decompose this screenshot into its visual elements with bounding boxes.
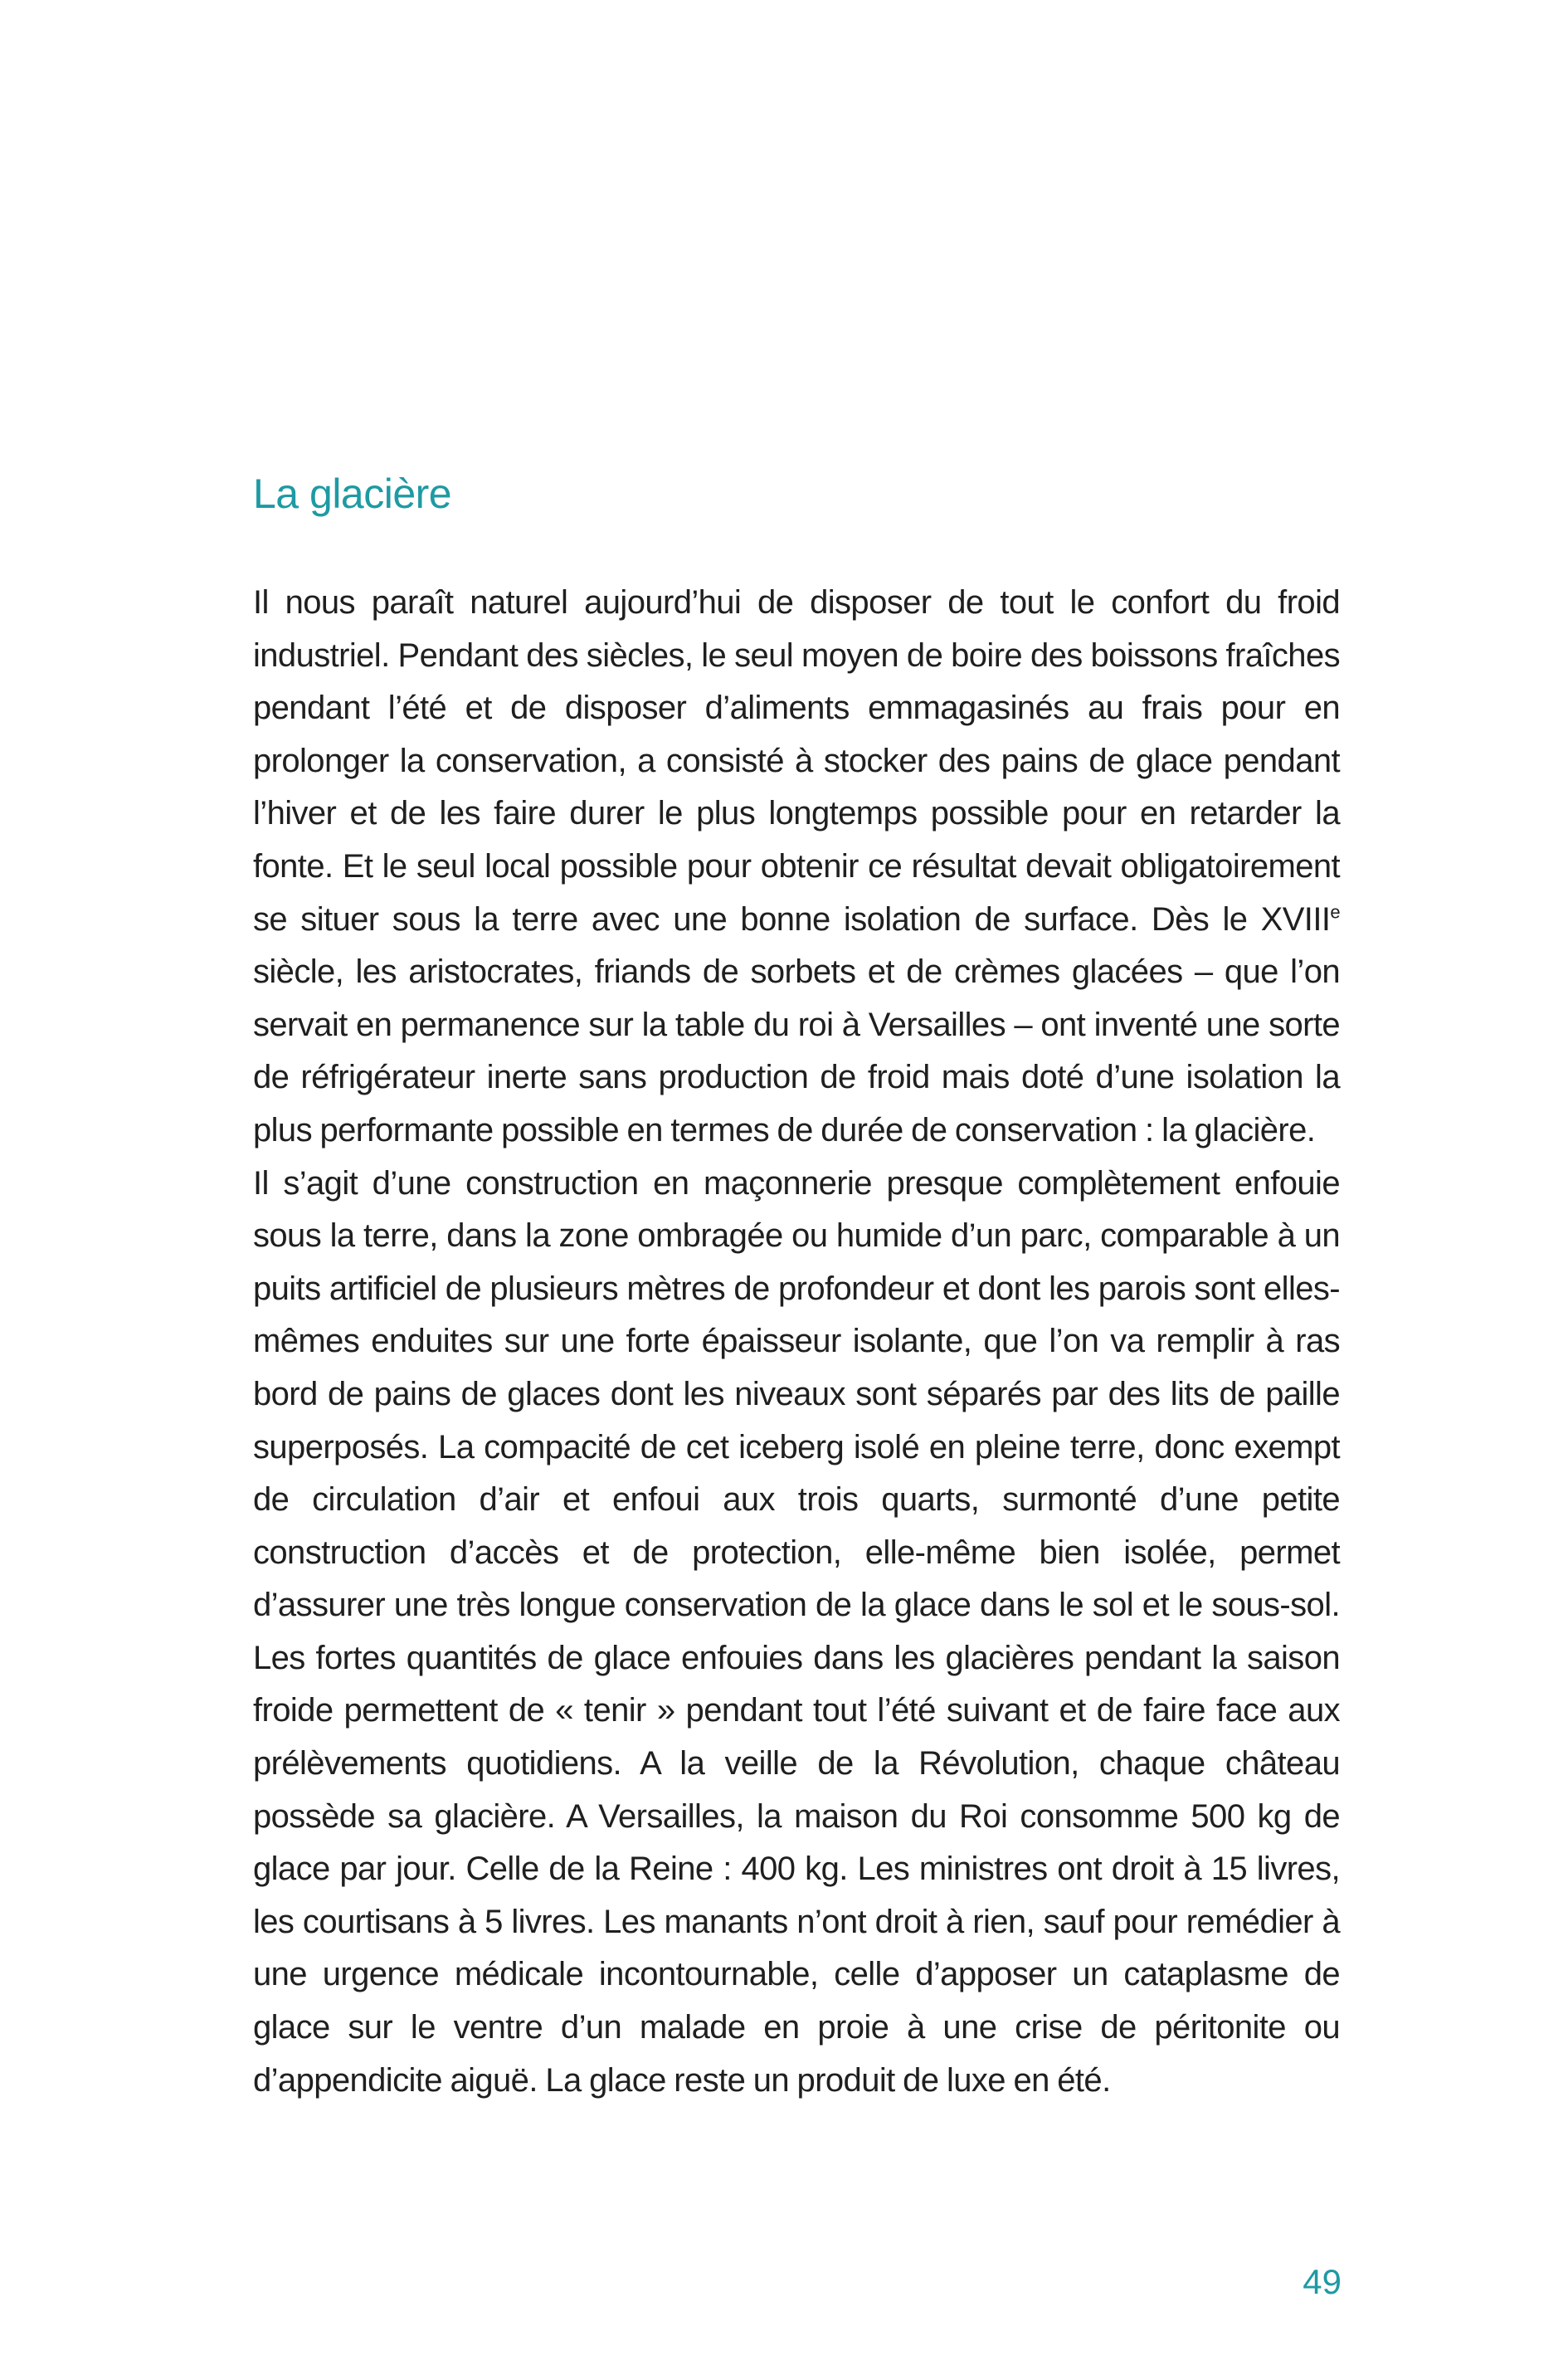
paragraph-1: [253, 577, 1340, 1158]
paragraph-1-part-1: Il nous paraît naturel aujourd’hui de disposer de tout le confort du froid industriel. Pendant des siècles, le seul moyen de boire des boissons fraîches pendant l’été et de disposer d’aliments emmagasinés au frais pour en prolonger la conservation, a consisté à stocker des pains de glace pendant l’hiver et de les faire durer le plus longtemps possible pour en retarder la fonte. Et le seul local possible pour obtenir ce résultat devait obligatoirement se situer sous la terre avec une bonne isolation de surface. Dès le XVIII: [253, 584, 1340, 938]
body-text: [253, 577, 1340, 2107]
section-heading: La glacière: [253, 471, 452, 517]
paragraph-2: Il s’agit d’une construction en maçonnerie presque complètement enfouie sous la terre, dans la zone ombragée ou humide d’un parc, comparable à un puits artificiel de plusieurs mètres de profondeur et dont les parois sont elles-mêmes enduites sur une forte épaisseur isolante, que l’on va remplir à ras bord de pains de glaces dont les niveaux sont séparés par des lits de paille superposés. La compacité de cet iceberg isolé en pleine terre, donc exempt de circulation d’air et enfoui aux trois quarts, surmonté d’une petite construction d’accès et de protection, elle-même bien isolée, permet d’assurer une très longue conservation de la glace dans le sol et le sous-sol. Les fortes quantités de glace enfouies dans les glacières pendant la saison froide permettent de « tenir » pendant tout l’été suivant et de faire face aux prélèvements quotidiens. A la veille de la Révolution, chaque château possède sa glacière. A Versailles, la maison du Roi consomme 500 kg de glace par jour. Celle de la Reine : 400 kg. Les ministres ont droit à 15 livres, les courtisans à 5 livres. Les manants n’ont droit à rien, sauf pour remédier à une urgence médicale incontournable, celle d’apposer un cataplasme de glace sur le ventre d’un malade en proie à une crise de péritonite ou d’appendicite aiguë. La glace reste un produit de luxe en été.: [253, 1164, 1340, 2099]
page-number: 49: [1303, 2262, 1342, 2301]
ordinal-superscript: e: [1330, 901, 1340, 923]
paragraph-1-part-2: siècle, les aristocrates, friands de sorbets et de crèmes glacées – que l’on servait en permanence sur la table du roi à Versailles – ont inventé une sorte de réfrigérateur inerte sans production de froid mais doté d’une isolation la plus performante possible en termes de durée de conservation : la glacière.: [253, 953, 1340, 1148]
